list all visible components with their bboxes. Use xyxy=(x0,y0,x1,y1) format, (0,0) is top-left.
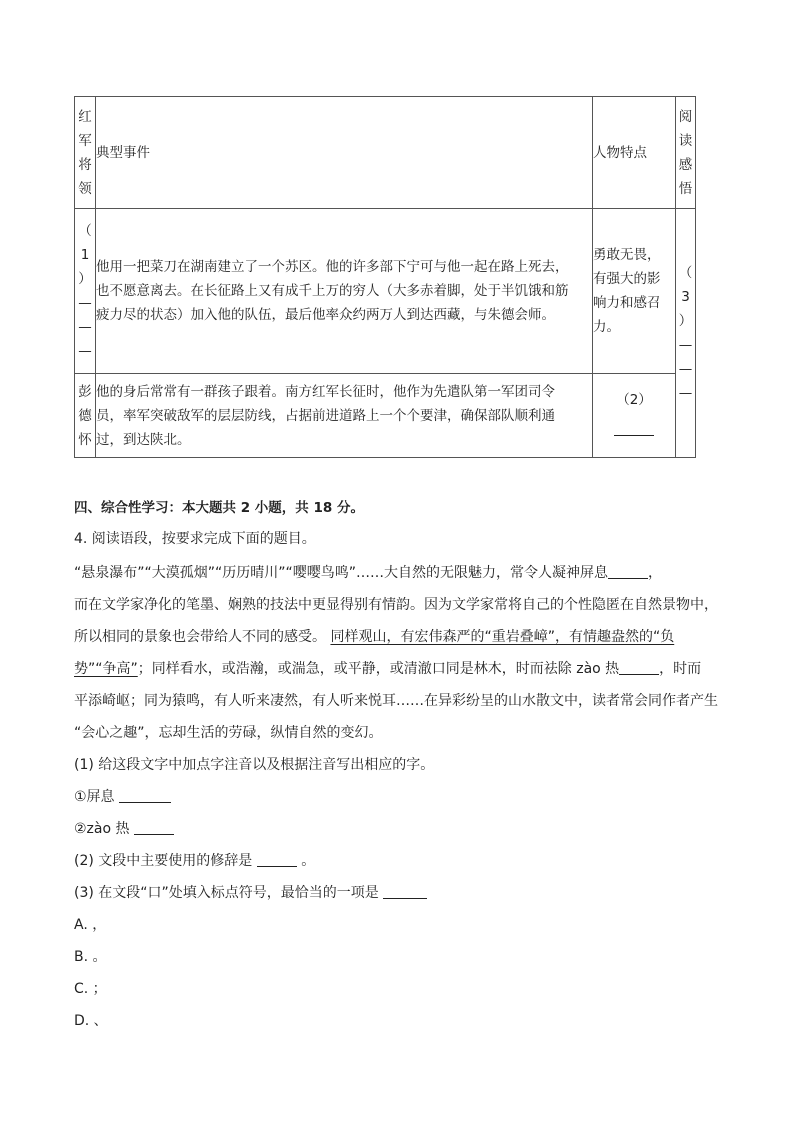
event-line: 员，率军突破敌军的层层防线，占据前进道路上一个个要津，确保部队顺利通 xyxy=(96,407,555,424)
option-b[interactable]: B. 。 xyxy=(74,949,107,965)
event-line: 疲力尽的状态）加入他的队伍，最后他率众约两万人到达西藏，与朱德会师。 xyxy=(96,307,555,323)
cell-char: — xyxy=(78,295,92,311)
header-char: 将 xyxy=(78,156,92,173)
header-general xyxy=(75,97,96,209)
cell-char: — xyxy=(678,361,693,377)
cell-char: — xyxy=(678,337,693,353)
paragraph-line xyxy=(74,562,662,582)
paragraph-line: “会心之趣”，忘却生活的劳碌，纵情自然的变幻。 xyxy=(74,725,383,741)
header-trait: 人物特点 xyxy=(593,97,676,209)
paragraph-line: 而在文学家净化的笔墨、娴熟的技法中更显得别有情韵。因为文学家常将自己的个性隐匿在自然景物中， xyxy=(74,597,718,613)
answer-blank xyxy=(608,564,648,579)
subquestion-item xyxy=(74,786,171,806)
text-span: 。 xyxy=(301,853,316,869)
text-span: ；同样看水，或浩瀚，或湍急，或平静，或清澈口同是林木，时而祛除 zào 热 xyxy=(137,661,620,677)
event-line: 过，到达陕北。 xyxy=(96,431,191,448)
header-event: 典型事件 xyxy=(96,97,593,209)
reading-table xyxy=(74,96,696,458)
cell-char: （ xyxy=(678,265,693,281)
table-row xyxy=(75,209,696,374)
subquestion: (1) 给这段文字中加点字注音以及根据注音写出相应的字。 xyxy=(74,757,435,773)
header-char: 阅 xyxy=(678,108,693,125)
paragraph-line: 平添崎岖；同为猿鸣，有人听来凄然，有人听来悦耳……在异彩纷呈的山水散文中，读者常会同作者产生 xyxy=(74,693,718,709)
text-span: ，时而 xyxy=(659,661,702,677)
trait-line: 勇敢无畏， xyxy=(593,247,661,263)
header-char: 领 xyxy=(78,180,92,197)
cell-char: — xyxy=(78,319,92,335)
answer-blank xyxy=(593,420,675,444)
header-feeling xyxy=(676,97,696,209)
text-span: “悬泉瀑布”“大漠孤烟”“历历晴川”“嘤嘤鸟鸣”……大自然的无限魅力，常令人凝神屏息 xyxy=(74,565,609,581)
answer-blank xyxy=(134,820,174,835)
row2-trait xyxy=(593,374,676,458)
cell-char: — xyxy=(78,343,92,359)
row2-general xyxy=(75,374,96,458)
cell-char: ） xyxy=(78,271,92,287)
cell-char: ） xyxy=(678,313,693,329)
trait-label: （2） xyxy=(616,391,652,408)
cell-char: 1 xyxy=(80,247,90,263)
header-char: 读 xyxy=(678,132,693,149)
cell-char: （ xyxy=(78,223,92,239)
cell-char: — xyxy=(678,385,693,401)
cell-char: 怀 xyxy=(78,431,92,448)
text-span: ①屏息 xyxy=(74,789,115,805)
header-char: 感 xyxy=(678,156,693,173)
paragraph-line xyxy=(74,658,701,678)
event-line: 也不愿意离去。在长征路上又有成千上万的穷人（大多赤着脚，处于半饥饿和筋 xyxy=(96,283,569,299)
row1-trait xyxy=(593,209,676,374)
trait-line: 力。 xyxy=(593,319,620,335)
question-intro: 4. 阅读语段，按要求完成下面的题目。 xyxy=(74,531,316,547)
event-line: 他的身后常常有一群孩子跟着。南方红军长征时，他作为先遣队第一军团司令 xyxy=(96,383,555,400)
row1-general xyxy=(75,209,96,374)
header-char: 红 xyxy=(78,108,92,125)
answer-blank xyxy=(383,884,427,899)
underlined-text: 同样观山，有宏伟森严的“重岩叠嶂”，有情趣盎然的“负 xyxy=(330,629,675,645)
cell-char: 彭 xyxy=(78,383,92,400)
answer-blank xyxy=(119,788,171,803)
section-title: 四、综合性学习：本大题共 2 小题，共 18 分。 xyxy=(74,500,364,516)
subquestion-item xyxy=(74,818,174,838)
table-header-row xyxy=(75,97,696,209)
table-row xyxy=(75,374,696,458)
option-a[interactable]: A. ， xyxy=(74,917,107,933)
subquestion xyxy=(74,882,427,902)
option-d[interactable]: D. 、 xyxy=(74,1013,108,1029)
row1-event xyxy=(96,209,593,374)
row-feeling xyxy=(676,209,696,458)
text-span: (3) 在文段“口”处填入标点符号，最恰当的一项是 xyxy=(74,885,379,901)
text-span: 所以相同的景象也会带给人不同的感受。 xyxy=(74,629,326,645)
trait-line: 有强大的影 xyxy=(593,271,661,287)
answer-blank xyxy=(619,660,659,675)
text-span: (2) 文段中主要使用的修辞是 xyxy=(74,853,253,869)
text-span: ， xyxy=(648,565,663,581)
answer-blank xyxy=(257,852,297,867)
header-char: 悟 xyxy=(678,180,693,197)
underlined-text: 势”“争高” xyxy=(74,661,138,677)
paragraph-line xyxy=(74,626,674,646)
cell-char: 3 xyxy=(681,289,690,305)
row2-event xyxy=(96,374,593,458)
text-span: ②zào 热 xyxy=(74,821,130,837)
cell-char: 德 xyxy=(78,407,92,424)
trait-line: 响力和感召 xyxy=(593,295,661,311)
option-c[interactable]: C. ； xyxy=(74,981,107,997)
header-char: 军 xyxy=(78,132,92,149)
event-line: 他用一把菜刀在湖南建立了一个苏区。他的许多部下宁可与他一起在路上死去， xyxy=(96,259,569,275)
subquestion xyxy=(74,850,315,870)
